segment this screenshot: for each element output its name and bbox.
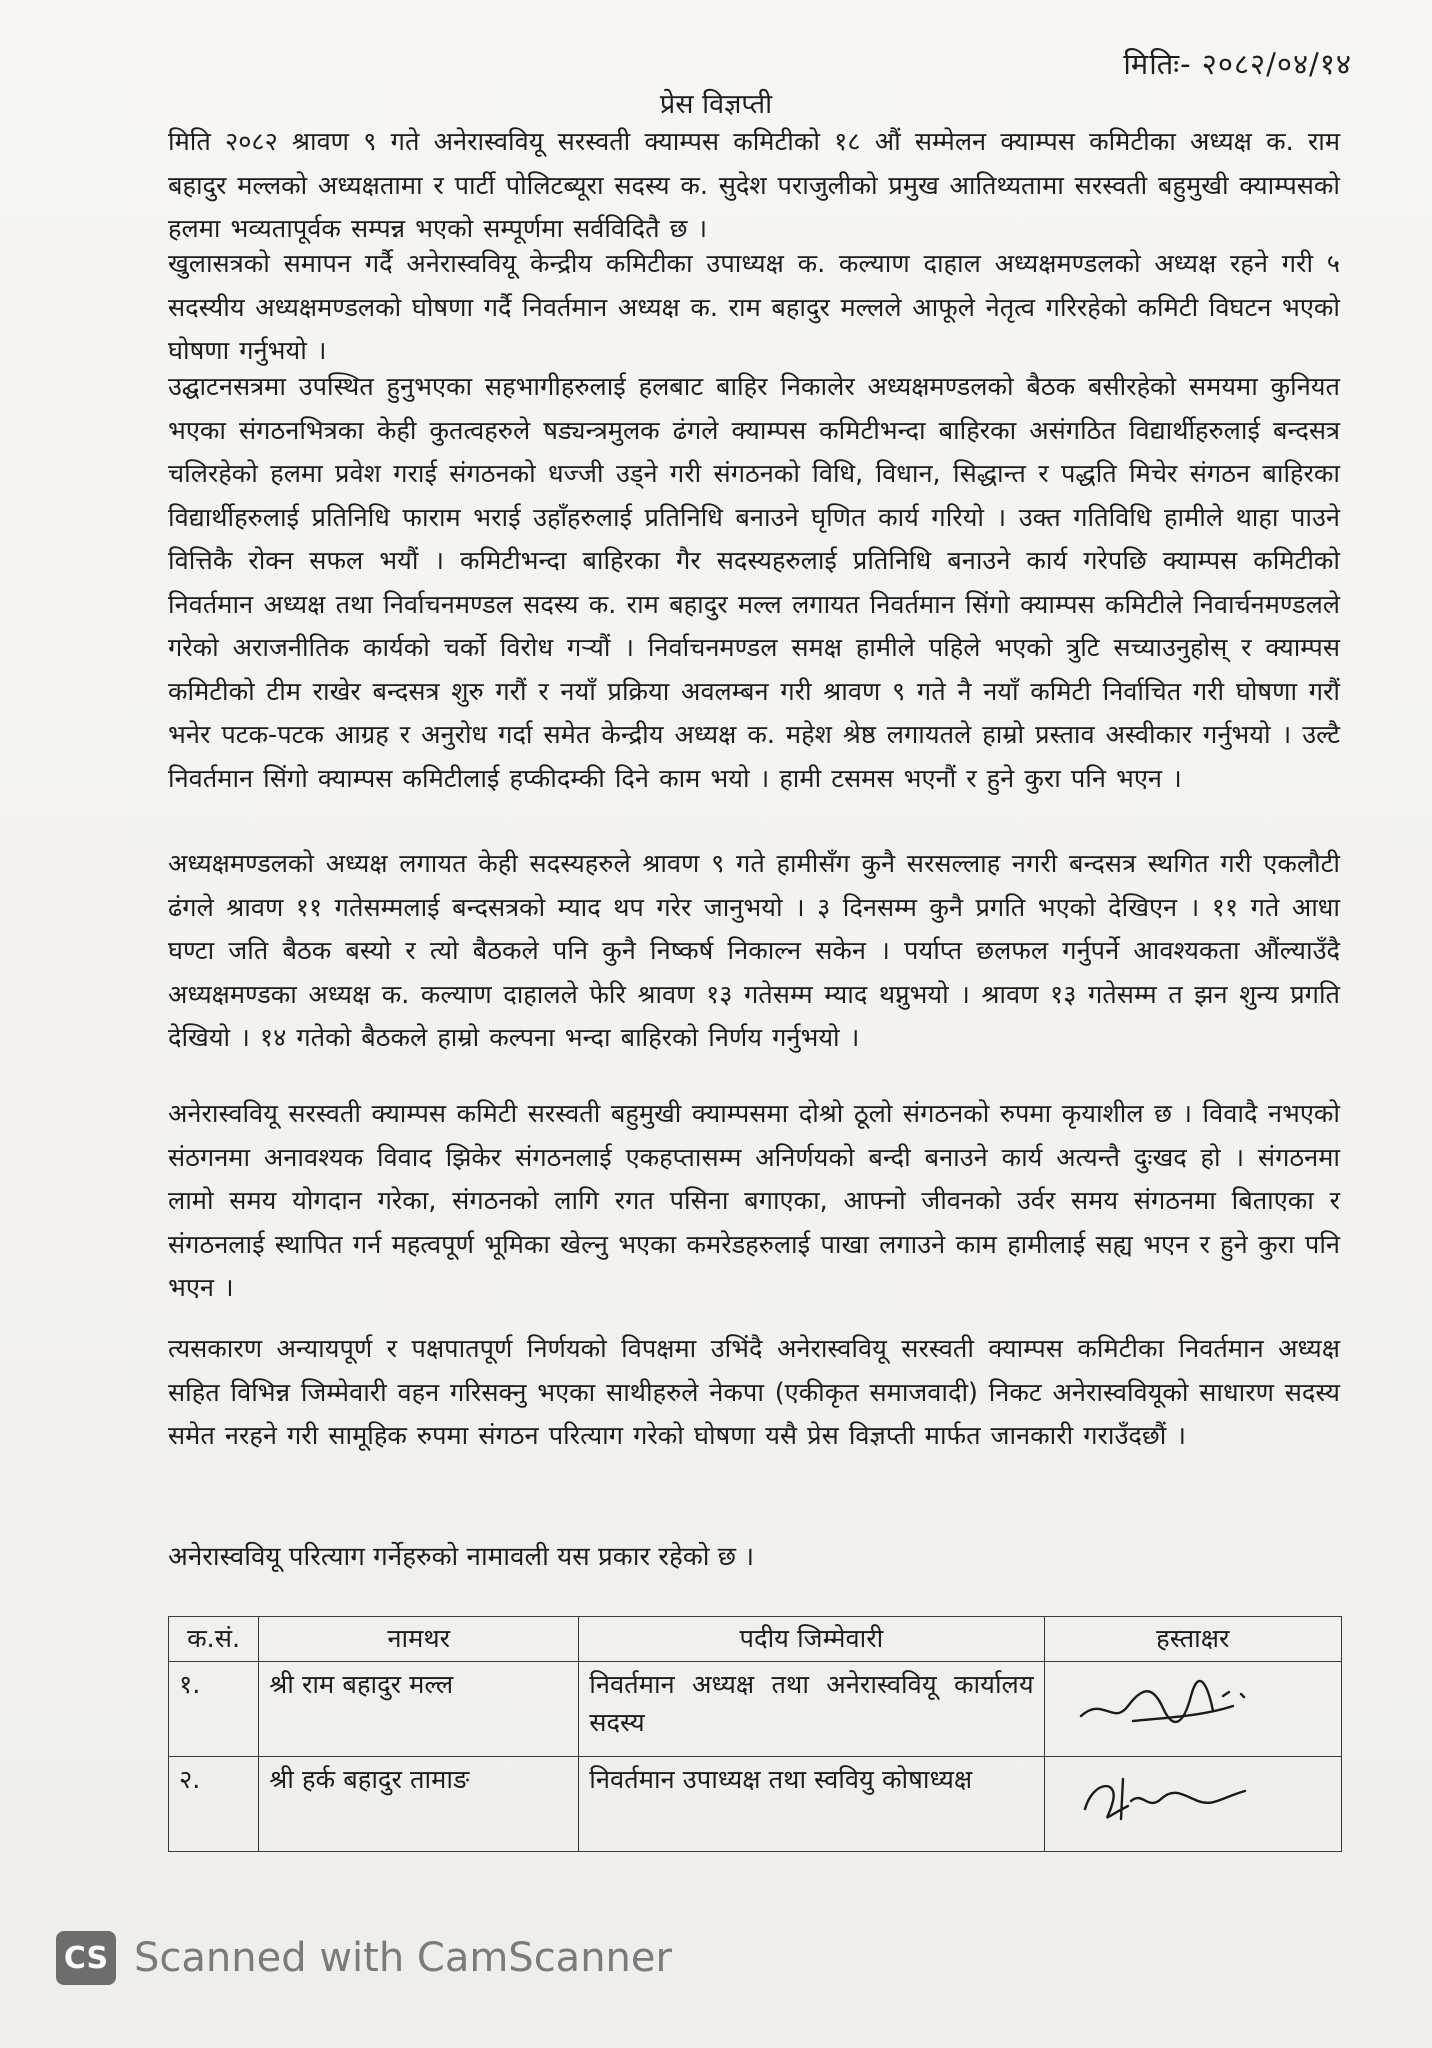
watermark-text: Scanned with CamScanner (134, 1935, 672, 1981)
header-signature: हस्ताक्षर (1044, 1617, 1341, 1662)
paragraph-5: अनेरास्ववियू सरस्वती क्याम्पस कमिटी सरस्वती बहुमुखी क्याम्पसमा दोश्रो ठूलो संगठनको रुपमा कृयाशील छ । विवादै नभएको संठगनमा अनावश्यक विवाद झिकेर संगठनलाई एकहप्तासम्म अनिर्णयको बन्दी बनाउने कार्य अत्यन्तै दुःखद हो । संगठनमा लामो समय योगदान गरेका, संगठनको लागि रगत पसिना बगाएका, आफ्नो जीवनको उर्वर समय संगठनमा बिताएका र संगठनलाई स्थापित गर्न महत्वपूर्ण भूमिका खेल्नु भएका कमरेडहरुलाई पाखा लगाउने काम हामीलाई सह्य भएन र हुने कुरा पनि भएन । (168, 1098, 1340, 1302)
paragraph-4: अध्यक्षमण्डलको अध्यक्ष लगायत केही सदस्यहरुले श्रावण ९ गते हामीसँग कुनै सरसल्लाह नगरी बन्दसत्र स्थगित गरी एकलौटी ढंगले श्रावण ११ गतेसम्मलाई बन्दसत्रको म्याद थप गरेर जानुभयो । ३ दिनसम्म कुनै प्रगति भएको देखिएन । ११ गते आधा घण्टा जति बैठक बस्यो र त्यो बैठकले पनि कुनै निष्कर्ष निकाल्न सकेन । पर्याप्त छलफल गर्नुपर्ने आवश्यकता औंल्याउँदै अध्यक्षमण्डका अध्यक्ष क. कल्याण दाहालले फेरि श्रावण १३ गतेसम्म म्याद थप्नुभयो । श्रावण १३ गतेसम्म त झन शुन्य प्रगति देखियो । १४ गतेको बैठकले हाम्रो कल्पना भन्दा बाहिरको निर्णय गर्नुभयो । (168, 848, 1340, 1052)
camscanner-logo-icon: CS (56, 1931, 116, 1985)
header-serial: क.सं. (169, 1617, 259, 1662)
row-serial: १. (169, 1662, 259, 1757)
signature-cell (1044, 1662, 1341, 1757)
paragraph-2: खुलासत्रको समापन गर्दै अनेरास्ववियू केन्द्रीय कमिटीका उपाध्यक्ष क. कल्याण दाहाल अध्यक्षमण्डलको अध्यक्ष रहने गरी ५ सदस्यीय अध्यक्षमण्डलको घोषणा गर्दै निवर्तमान अध्यक्ष क. राम बहादुर मल्लले आफूले नेतृत्व गरिरहेको कमिटी विघटन भएको घोषणा गर्नुभयो । (168, 248, 1340, 365)
row-name: श्री हर्क बहादुर तामाङ (259, 1757, 579, 1852)
table-header-row (169, 1617, 1342, 1662)
signature-1-image (1073, 1666, 1253, 1736)
header-name: नामथर (259, 1617, 579, 1662)
row-serial: २. (169, 1757, 259, 1852)
header-role: पदीय जिम्मेवारी (579, 1617, 1044, 1662)
signatory-table (168, 1616, 1342, 1852)
paragraph-1: मिति २०८२ श्रावण ९ गते अनेरास्ववियू सरस्वती क्याम्पस कमिटीको १८ औं सम्मेलन क्याम्पस कमिटीका अध्यक्ष क. राम बहादुर मल्लको अध्यक्षतामा र पार्टी पोलिटब्यूरा सदस्य क. सुदेश पराजुलीको प्रमुख आतिथ्यतामा सरस्वती बहुमुखी क्याम्पसको हलमा भव्यतापूर्वक सम्पन्न भएको सम्पूर्णमा सर्वविदितै छ । (168, 126, 1340, 243)
table-row (169, 1662, 1342, 1757)
row-role: निवर्तमान अध्यक्ष तथा अनेरास्ववियू कार्यालय सदस्य (579, 1662, 1044, 1757)
paragraph-3: उद्घाटनसत्रमा उपस्थित हुनुभएका सहभागीहरुलाई हलबाट बाहिर निकालेर अध्यक्षमण्डलको बैठक बसीरहेको समयमा कुनियत भएका संगठनभित्रका केही कुतत्वहरुले षड्यन्त्रमुलक ढंगले क्याम्पस कमिटीभन्दा बाहिरका असंगठित विद्यार्थीहरुलाई बन्दसत्र चलिरहेको हलमा प्रवेश गराई संगठनको धज्जी उड्ने गरी संगठनको विधि, विधान, सिद्धान्त र पद्धति मिचेर संगठन बाहिरका विद्यार्थीहरुलाई प्रतिनिधि फाराम भराई उहाँहरुलाई प्रतिनिधि बनाउने घृणित कार्य गरियो । उक्त गतिविधि हामीले थाहा पाउने वित्तिकै रोक्न सफल भयौं । कमिटीभन्दा बाहिरका गैर सदस्यहरुलाई प्रतिनिधि बनाउने कार्य गरेपछि क्याम्पस कमिटीको निवर्तमान अध्यक्ष तथा निर्वाचनमण्डल सदस्य क. राम बहादुर मल्ल लगायत निवर्तमान सिंगो क्याम्पस कमिटीले निवार्चनमण्डलले गरेको अराजनीतिक कार्यको चर्को विरोध गर्‍यौं । निर्वाचनमण्डल समक्ष हामीले पहिले भएको त्रुटि सच्याउनुहोस् र क्याम्पस कमिटीको टीम राखेर बन्दसत्र शुरु गरौं र नयाँ प्रक्रिया अवलम्बन गरी श्रावण ९ गते नै नयाँ कमिटी निर्वाचित गरी घोषणा गरौं भनेर पटक-पटक आग्रह र अनुरोध गर्दा समेत केन्द्रीय अध्यक्ष क. महेश श्रेष्ठ लगायतले हाम्रो प्रस्ताव अस्वीकार गर्नुभयो । उल्टै निवर्तमान सिंगो क्याम्पस कमिटीलाई हप्कीदम्की दिने काम भयो । हामी टसमस भएनौं र हुने कुरा पनि भएन । (168, 371, 1340, 793)
table-row (169, 1757, 1342, 1852)
camscanner-watermark (56, 1930, 672, 1986)
document-title: प्रेस विज्ञप्ती (659, 89, 773, 120)
list-intro: अनेरास्ववियू परित्याग गर्नेहरुको नामावली यस प्रकार रहेको छ । (168, 1542, 755, 1572)
signature-cell (1044, 1757, 1341, 1852)
signature-2-image (1073, 1761, 1253, 1831)
paragraph-6: त्यसकारण अन्यायपूर्ण र पक्षपातपूर्ण निर्णयको विपक्षमा उभिंदै अनेरास्ववियू सरस्वती क्याम्पस कमिटीका निवर्तमान अध्यक्ष सहित विभिन्न जिम्मेवारी वहन गरिसक्नु भएका साथीहरुले नेकपा (एकीकृत समाजवादी) निकट अनेरास्ववियूको साधारण सदस्य समेत नरहने गरी सामूहिक रुपमा संगठन परित्याग गरेको घोषणा यसै प्रेस विज्ञप्ती मार्फत जानकारी गराउँदछौं । (168, 1333, 1340, 1450)
row-role: निवर्तमान उपाध्यक्ष तथा स्ववियु कोषाध्यक्ष (579, 1757, 1044, 1852)
row-name: श्री राम बहादुर मल्ल (259, 1662, 579, 1757)
document-date: मितिः- २०८२/०४/१४ (1123, 47, 1352, 81)
